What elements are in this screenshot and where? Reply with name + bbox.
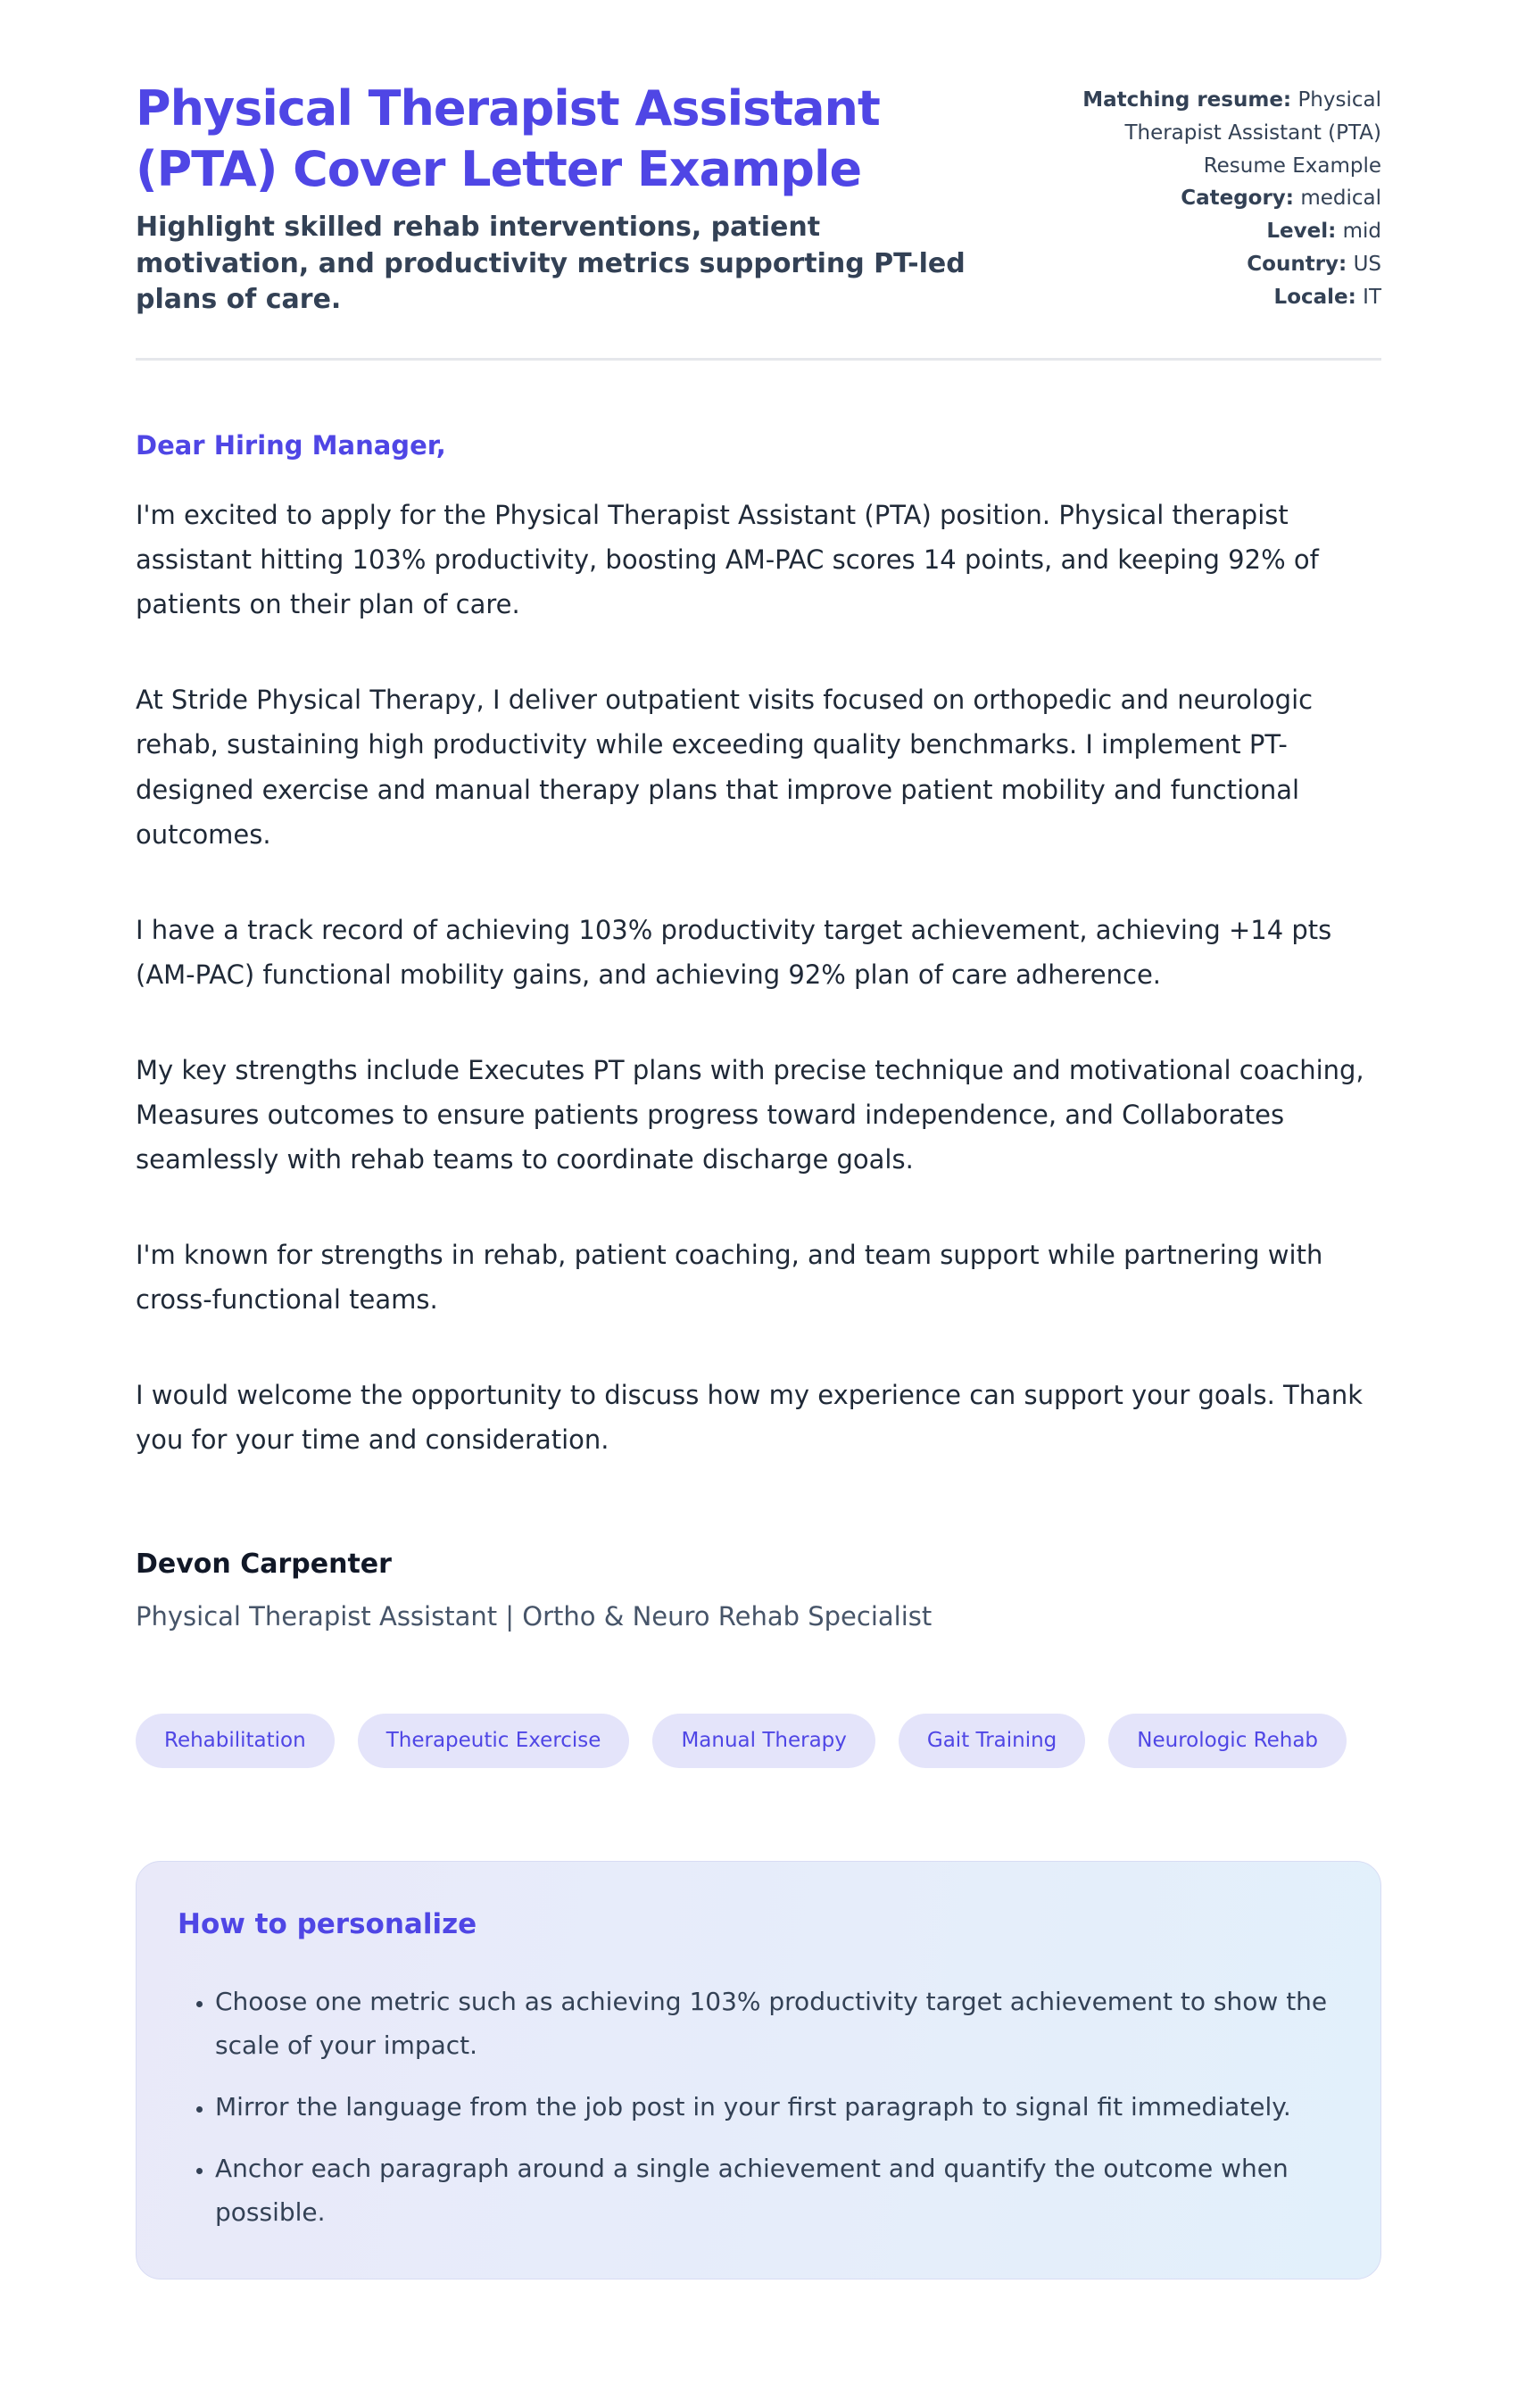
meta-level-value: mid	[1342, 220, 1381, 244]
meta-block	[1051, 79, 1381, 314]
how-to-personalize-box	[136, 1861, 1381, 2279]
signature-block	[136, 1549, 1381, 1632]
meta-matching-resume	[1051, 84, 1381, 182]
header	[136, 79, 1381, 319]
letter-paragraph: At Stride Physical Therapy, I deliver outpatient visits focused on orthopedic and neurologic rehab, sustaining high productivity while exceeding quality benchmarks. I implement PT-designed exercise and manual therapy plans that improve patient mobility and functional outcomes.	[136, 684, 1314, 851]
meta-country-label: Country:	[1247, 252, 1347, 276]
tag-rehabilitation: Rehabilitation	[136, 1714, 335, 1768]
cover-letter	[136, 430, 1381, 1632]
header-title-block	[136, 79, 992, 319]
tag-manual-therapy: Manual Therapy	[652, 1714, 875, 1768]
tag-neurologic-rehab: Neurologic Rehab	[1108, 1714, 1347, 1768]
page-title: Physical Therapist Assistant (PTA) Cover Letter Example	[136, 80, 880, 197]
signature-role: Physical Therapist Assistant | Ortho & Neuro Rehab Specialist	[136, 1600, 933, 1632]
meta-locale-label: Locale:	[1273, 285, 1356, 309]
letter-paragraph: I have a track record of achieving 103% productivity target achievement, achieving +14 pts (AM-PAC) functional mobility gains, and achieving 92% plan of care adherence.	[136, 914, 1332, 991]
letter-greeting: Dear Hiring Manager,	[136, 429, 446, 461]
meta-category	[1051, 182, 1381, 215]
meta-matching-resume-value: Physical Therapist Assistant (PTA) Resume Example	[1124, 88, 1381, 178]
meta-level-label: Level:	[1266, 220, 1337, 244]
personalize-bullet: • Mirror the language from the job post in your first paragraph to signal fit immediately.	[215, 2085, 1339, 2129]
meta-level	[1051, 215, 1381, 248]
keyword-tags	[136, 1714, 1381, 1768]
letter-paragraph: I'm excited to apply for the Physical Therapist Assistant (PTA) position. Physical therapist assistant hitting 103% productivity, boosting AM-PAC scores 14 points, and keeping 92% of patients on their plan of care.	[136, 499, 1319, 620]
meta-category-label: Category:	[1181, 187, 1294, 211]
letter-paragraph: I would welcome the opportunity to discuss how my experience can support your goals. Thank you for your time and consideration.	[136, 1379, 1364, 1456]
meta-locale-value: IT	[1363, 285, 1381, 309]
personalize-title: How to personalize	[178, 1907, 477, 1940]
personalize-bullet: • Anchor each paragraph around a single achievement and quantify the outcome when possible.	[215, 2146, 1339, 2234]
meta-locale	[1051, 281, 1381, 314]
meta-matching-resume-label: Matching resume:	[1082, 88, 1292, 112]
page-container	[136, 0, 1381, 2279]
letter-paragraph: My key strengths include Executes PT plans with precise technique and motivational coaching, Measures outcomes to ensure patients progress toward independence, and Collaborates seamlessly with rehab teams to coordinate discharge goals.	[136, 1054, 1364, 1175]
meta-country-value: US	[1353, 252, 1381, 276]
personalize-bullet: • Choose one metric such as achieving 103% productivity target achievement to show the scale of your impact.	[215, 1980, 1339, 2067]
meta-country	[1051, 248, 1381, 281]
meta-category-value: medical	[1300, 187, 1381, 211]
letter-paragraph: I'm known for strengths in rehab, patient coaching, and team support while partnering with cross-functional teams.	[136, 1239, 1323, 1316]
tag-gait-training: Gait Training	[899, 1714, 1085, 1768]
tag-therapeutic-exercise: Therapeutic Exercise	[358, 1714, 630, 1768]
signature-name: Devon Carpenter	[136, 1548, 392, 1580]
personalize-list	[178, 1980, 1339, 2234]
page-subtitle: Highlight skilled rehab interventions, patient motivation, and productivity metrics supporting PT-led plans of care.	[136, 212, 966, 315]
header-divider	[136, 358, 1381, 361]
